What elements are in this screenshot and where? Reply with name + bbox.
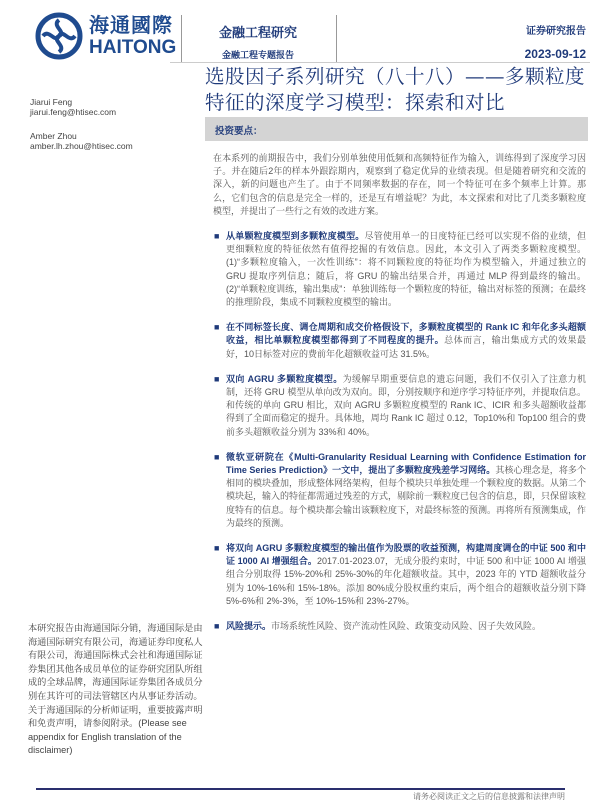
- report-date: 2023-09-12: [524, 47, 586, 61]
- haitong-emblem-icon: [35, 12, 83, 60]
- report-type: 证券研究报告: [526, 26, 586, 37]
- key-point-highlight: 在不同标签长度、调仓周期和成交价格假设下，多颗粒度模型的 Rank IC 和年化多头超额收益，相比单颗粒度模型都得到了不同程度的提升。: [226, 322, 586, 346]
- header-meta: [525, 22, 586, 61]
- key-point-highlight: 风险提示。: [226, 621, 272, 632]
- key-point-item: [213, 230, 586, 309]
- author-email[interactable]: amber.lh.zhou@htisec.com: [30, 141, 133, 151]
- subcategory: 金融工程专题报告: [221, 50, 294, 60]
- report-title: 选股因子系列研究（八十八）——多颗粒度特征的深度学习模型：探索和对比: [205, 65, 586, 114]
- main-content: [213, 152, 586, 645]
- key-point-text: 为缓解早期重要信息的遗忘问题，我们不仅引入了注意力机制，还将 GRU 模型从单向改为双向。即，分别按顺序和逆序学习特征序列，并提取信息。和传统的单向 GRU 相比，双向 AGRU 多颗粒度模型的 Rank IC、ICIR 和多头超额收益都得到了全面而稳定的提升。具体地，周均 Rank IC 超过 0.12，Top10%和 Top100 组合的费前多头超额收益分别为 33%和 40%。: [226, 373, 586, 437]
- logo-cn: 海通國際: [89, 14, 173, 37]
- header-divider: [181, 15, 182, 63]
- key-point-item: [213, 321, 586, 361]
- key-point-highlight: 微软亚研院在《Multi-Granularity Residual Learning with Confidence Estimation for Time Series Prediction》一文中，提出了多颗粒度残差学习网络。: [226, 451, 586, 476]
- header-rule: [170, 62, 590, 63]
- header-divider: [336, 15, 337, 63]
- key-point-item: [213, 451, 586, 530]
- key-point-text: 其核心理念是，将多个相同的模块叠加，形成整体网络架构，但每个模块只单独处理一个颗粒度的数据。从第二个模块起，输入的特征都需通过残差的方式，剔除前一颗粒度已包含的信息，即，只保留该粒度特有的信息。每个模块都会输出该颗粒度下，对最终标签的预测。再将所有预测集成，作为最终的预测。: [226, 465, 587, 528]
- bullet-icon: ■: [214, 451, 220, 462]
- disclaimer: 本研究报告由海通国际分销，海通国际是由海通国际研究有限公司，海通证券印度私人有限公司，海通国际株式会社和海通国际证券集团其他各成员单位的证券研究团队所组成的全球品牌，海通国际证券集团各成员分别在其许可的司法管辖区内从事证券活动。关于海通国际的分析师证明，重要披露声明和免责声明，请参阅附录。(Please see appendix for English translation of the disclaimer): [28, 623, 203, 756]
- haitong-logo: [35, 12, 176, 60]
- key-point-highlight: 从单颗粒度模型到多颗粒度模型。: [226, 231, 365, 242]
- footer-rule: [36, 788, 565, 790]
- author-name: Jiarui Feng: [30, 97, 73, 107]
- footer-note: 请务必阅读正文之后的信息披露和法律声明: [413, 792, 565, 801]
- authors: [30, 97, 133, 151]
- logo-en: HAITONG: [89, 36, 177, 58]
- key-point-highlight: 双向 AGRU 多颗粒度模型。: [226, 373, 343, 384]
- key-point-text: 市场系统性风险、资产流动性风险、政策变动风险、因子失效风险。: [271, 621, 542, 632]
- bullet-icon: ■: [214, 373, 220, 384]
- key-point-highlight: 将双向 AGRU 多颗粒度模型的输出值作为股票的收益预测，构建周度调仓的中证 500 和中证 1000 AI 增强组合。: [226, 543, 586, 567]
- header-category: [183, 22, 333, 61]
- bullet-icon: ■: [214, 231, 220, 242]
- bullet-icon: ■: [214, 621, 220, 632]
- key-point-text: 2017.01-2023.07，无成分股约束时，中证 500 和中证 1000 AI 增强组合分别取得 15%-20%和 25%-30%的年化超额收益。其中，2023 年的 YTD 超额收益分别为 10%-16%和 15%-18%。添加 80%成分股权重约束后，两个组合的超额收益分别下降 5%-6%和 2%-3%，至 10%-15%和 23%-27%。: [226, 556, 586, 606]
- key-point-text: 总体而言，输出集成方式的效果最好，10日标签对应的费前年化超额收益可达 31.5%。: [226, 335, 586, 359]
- bullet-icon: ■: [214, 322, 220, 333]
- key-point-text: 尽管使用单一的日度特征已经可以实现不俗的业绩，但更细颗粒度的特征依然有值得挖掘的有效信息。因此，本文引入了两类多颗粒度模型。(1)“多颗粒度输入，一次性训练”：将不同颗粒度的特征均作为模型输入，并通过独立的 GRU 提取序列信息；随后，将 GRU 的输出结果合并，再通过 MLP 得到最终的输出。(2)“单颗粒度训练，输出集成”：单独训练每一个颗粒度的特征，输出对标签的预测；在最终的推理阶段，集成不同颗粒度模型的输出。: [226, 231, 586, 308]
- key-point-item: [213, 542, 586, 608]
- key-point-item: [213, 620, 586, 633]
- key-point-item: [213, 373, 586, 439]
- key-points-header: 投资要点：: [205, 117, 588, 141]
- category: 金融工程研究: [218, 25, 297, 40]
- author-name: Amber Zhou: [30, 131, 77, 141]
- author-email[interactable]: jiarui.feng@htisec.com: [30, 107, 117, 117]
- bullet-icon: ■: [214, 543, 220, 554]
- intro-paragraph: 在本系列的前期报告中，我们分别单独使用低频和高频特征作为输入，训练得到了深度学习因子。并在随后2年的样本外跟踪期内，观察到了稳定优异的业绩表现。但是随着研究和交流的深入，新的问题也产生了。由于不同频率数据的存在，同一个特征可在多个频率上计算。那么，它们包含的信息是完全一样的，还是互有增益呢？为此，本文探索和对比了几类多颗粒度模型，并提出了一些行之有效的改进方案。: [213, 153, 586, 216]
